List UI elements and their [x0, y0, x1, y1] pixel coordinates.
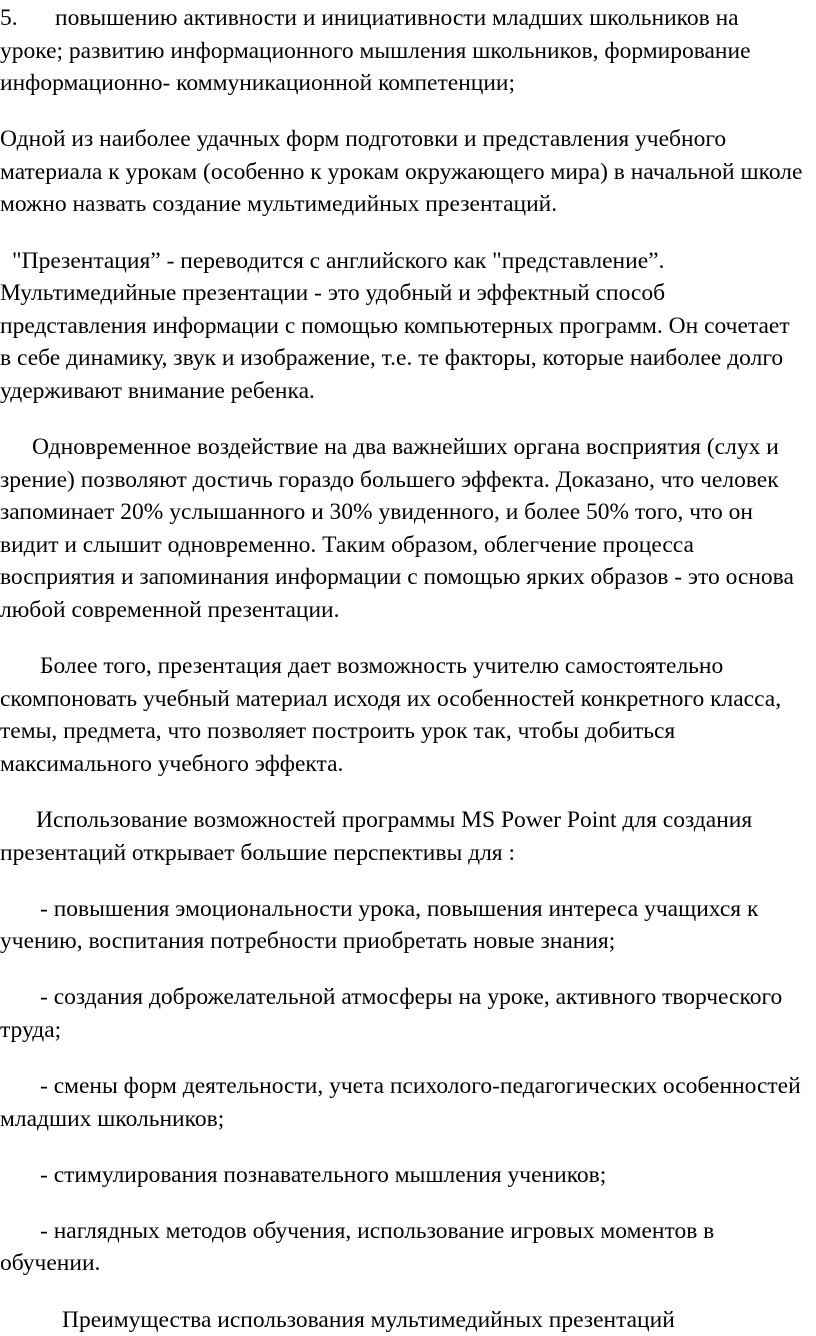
- list-item: - повышения эмоциональности урока, повышения интереса учащихся к учению, воспитания потребности приобретать новые знания;: [0, 893, 804, 958]
- item-text: повышению активности и инициативности младших школьников на уроке; развитию информационного мышления школьников, формирование информационно- коммуникационной компетенции;: [0, 5, 751, 96]
- paragraph-ms-power-point: Использование возможностей программы MS Power Point для создания презентаций открывает большие перспективы для :: [0, 804, 804, 869]
- list-item: - смены форм деятельности, учета психолого-педагогических особенностей младших школьников;: [0, 1070, 804, 1135]
- paragraph-presentation-definition: "Презентация” - переводится с английского как "представление”. Мультимедийные презентации - это удобный и эффектный способ представления информации с помощью компьютерных программ. Он сочетает в себе динамику, звук и изображение, т.е. те факторы, которые наиболее долго удерживают внимание ребенка.: [0, 245, 804, 408]
- paragraph-presentations-intro: Одной из наиболее удачных форм подготовки и представления учебного материала к урокам (особенно к урокам окружающего мира) в начальной школе можно назвать создание мультимедийных презентаций.: [0, 123, 804, 221]
- paragraph-teacher-opportunity: Более того, презентация дает возможность учителю самостоятельно скомпоновать учебный материал исходя их особенностей конкретного класса, темы, предмета, что позволяет построить урок так, чтобы добиться максимального учебного эффекта.: [0, 650, 804, 780]
- item-number: 5.: [0, 2, 55, 35]
- paragraph-perception: Одновременное воздействие на два важнейших органа восприятия (слух и зрение) позволяют достичь гораздо большего эффекта. Доказано, что человек запоминает 20% услышанного и 30% увиденного, и более 50% того, что он видит и слышит одновременно. Таким образом, облегчение процесса восприятия и запоминания информации с помощью ярких образов - это основа любой современной презентации.: [0, 431, 804, 627]
- list-item: - создания доброжелательной атмосферы на уроке, активного творческого труда;: [0, 981, 804, 1046]
- numbered-item-5: [0, 2, 804, 100]
- list-item: - стимулирования познавательного мышления учеников;: [0, 1159, 804, 1192]
- section-heading: Преимущества использования мультимедийных презентаций: [0, 1304, 804, 1336]
- list-item: - наглядных методов обучения, использование игровых моментов в обучении.: [0, 1215, 804, 1280]
